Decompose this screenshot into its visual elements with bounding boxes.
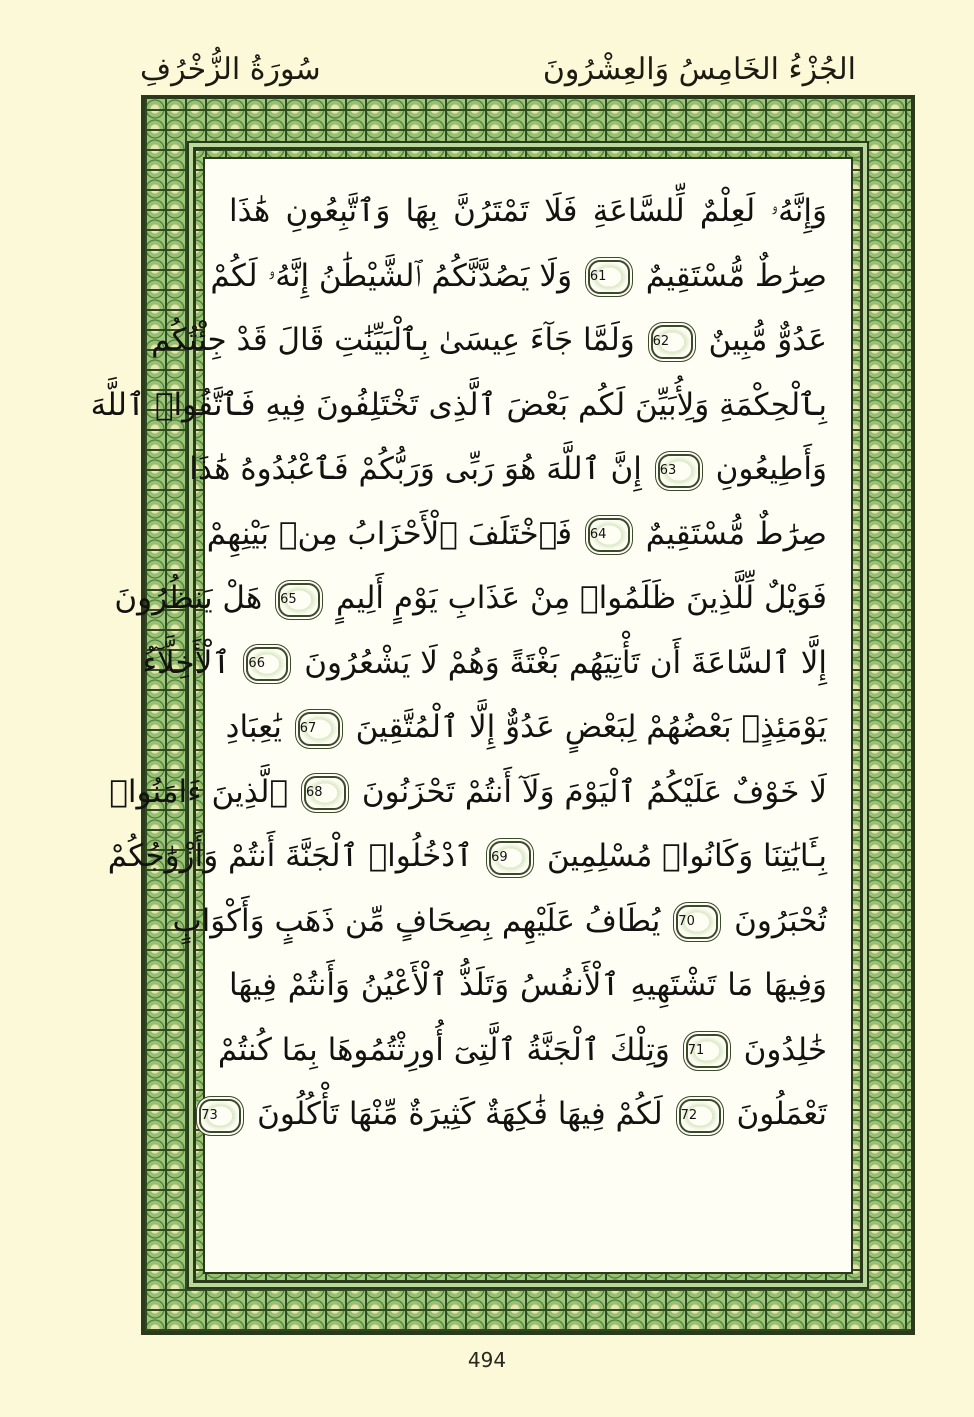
verse-line-2: [210, 244, 827, 309]
verse-text: لَكُمْ فِيهَا فَٰكِهَةٌ كَثِيرَةٌ مِّنْهَا تَأْكُلُونَ: [257, 1096, 663, 1132]
ayah-number-marker: 68: [304, 776, 346, 810]
verse-line-4: [90, 373, 827, 438]
verse-text: إِنَّ ٱللَّهَ هُوَ رَبِّى وَرَبُّكُمْ فَٱعْبُدُوهُ هَٰذَا: [189, 451, 642, 487]
juz-name-header: الجُزْءُ الخَامِسُ وَالعِشْرُونَ: [542, 52, 856, 87]
verse-text: صِرَٰطٌ مُّسْتَقِيمٌ: [645, 257, 827, 294]
verse-line-5: [189, 437, 827, 502]
verse-text: عَدُوٌّ مُّبِينٌ: [708, 322, 827, 358]
verse-line-12: [172, 889, 827, 954]
verse-line-9: [225, 695, 827, 760]
verse-text: يُطَافُ عَلَيْهِم بِصِحَافٍ مِّن ذَهَبٍ وَأَكْوَابٍ: [172, 902, 661, 939]
ayah-number-marker: 73: [199, 1099, 241, 1133]
verse-text: هَلْ يَنظُرُونَ: [114, 580, 263, 616]
verse-text: تَعْمَلُونَ: [736, 1096, 827, 1132]
verse-text: تُحْبَرُونَ: [734, 902, 827, 939]
ayah-number-marker: 72: [679, 1099, 721, 1133]
verse-text: ٱلْأَخِلَّآءُ: [142, 644, 231, 681]
verse-text: فَٱخْتَلَفَ ٱلْأَحْزَابُ مِنۢ بَيْنِهِمْ: [206, 515, 573, 552]
verse-line-10: [109, 760, 827, 825]
verse-text: يَوْمَئِذٍۭ بَعْضُهُمْ لِبَعْضٍ عَدُوٌّ إِلَّا ٱلْمُتَّقِينَ: [355, 709, 827, 745]
ayah-number-marker: 61: [588, 260, 630, 294]
ayah-number-marker: 70: [676, 905, 718, 939]
ayah-number-marker: 64: [588, 518, 630, 552]
verse-line-14: [217, 1018, 827, 1083]
ayah-number-marker: 63: [658, 454, 700, 488]
verse-text: وَلَمَّا جَآءَ عِيسَىٰ بِٱلْبَيِّنَٰتِ قَالَ قَدْ جِئْتُكُم: [151, 322, 635, 358]
ayah-number-marker: 69: [489, 841, 531, 875]
verse-text: لَا خَوْفٌ عَلَيْكُمُ ٱلْيَوْمَ وَلَآ أَنتُمْ تَحْزَنُونَ: [361, 773, 827, 810]
verse-line-6: [206, 502, 827, 567]
verse-text: إِلَّا ٱلسَّاعَةَ أَن تَأْتِيَهُم بَغْتَةً وَهُمْ لَا يَشْعُرُونَ: [304, 644, 827, 681]
verse-text: بِـَٔايَٰتِنَا وَكَانُوا۟ مُسْلِمِينَ: [546, 838, 827, 874]
verse-text: بِٱلْحِكْمَةِ وَلِأُبَيِّنَ لَكُم بَعْضَ ٱلَّذِى تَخْتَلِفُونَ فِيهِ فَٱتَّقُوا۟ ٱللَّهَ: [90, 386, 827, 423]
verse-line-15: [201, 1082, 827, 1147]
verse-text: وَإِنَّهُۥ لَعِلْمٌ لِّلسَّاعَةِ فَلَا تَمْتَرُنَّ بِهَا وَٱتَّبِعُونِ هَٰذَا: [229, 193, 827, 229]
verse-line-3: [151, 308, 827, 373]
verse-text: وَلَا يَصُدَّنَّكُمُ ٱلشَّيْطَٰنُ إِنَّهُۥ لَكُمْ: [210, 257, 573, 294]
ayah-number-marker: 71: [686, 1034, 728, 1068]
verse-text: وَتِلْكَ ٱلْجَنَّةُ ٱلَّتِىٓ أُورِثْتُمُوهَا بِمَا كُنتُمْ: [217, 1031, 670, 1068]
verse-text: وَفِيهَا مَا تَشْتَهِيهِ ٱلْأَنفُسُ وَتَلَذُّ ٱلْأَعْيُنُ وَأَنتُمْ فِيهَا: [229, 967, 827, 1003]
page-number: 494: [467, 1348, 507, 1372]
verse-text: ٱلَّذِينَ ءَامَنُوا۟: [109, 773, 289, 810]
surah-name-header: سُورَةُ الزُّخْرُفِ: [140, 52, 321, 87]
verse-text: وَأَطِيعُونِ: [715, 451, 827, 487]
verse-text: ٱدْخُلُوا۟ ٱلْجَنَّةَ أَنتُمْ وَأَزْوَٰجُكُمْ: [107, 838, 474, 874]
quran-text-panel: [90, 157, 853, 1274]
verse-line-11: [107, 824, 827, 889]
verse-line-1: [229, 179, 827, 244]
verse-text: يَٰعِبَادِ: [225, 709, 282, 745]
ayah-number-marker: 65: [278, 583, 320, 617]
verse-line-13: [229, 953, 827, 1018]
verse-line-8: [142, 631, 827, 696]
verse-text: فَوَيْلٌ لِّلَّذِينَ ظَلَمُوا۟ مِنْ عَذَابِ يَوْمٍ أَلِيمٍ: [335, 580, 827, 616]
ayah-number-marker: 62: [651, 325, 693, 359]
ayah-number-marker: 66: [246, 647, 288, 681]
verse-text: خَٰلِدُونَ: [743, 1031, 827, 1068]
verse-text: صِرَٰطٌ مُّسْتَقِيمٌ: [645, 515, 827, 552]
verse-line-7: [114, 566, 827, 631]
ayah-number-marker: 67: [298, 712, 340, 746]
